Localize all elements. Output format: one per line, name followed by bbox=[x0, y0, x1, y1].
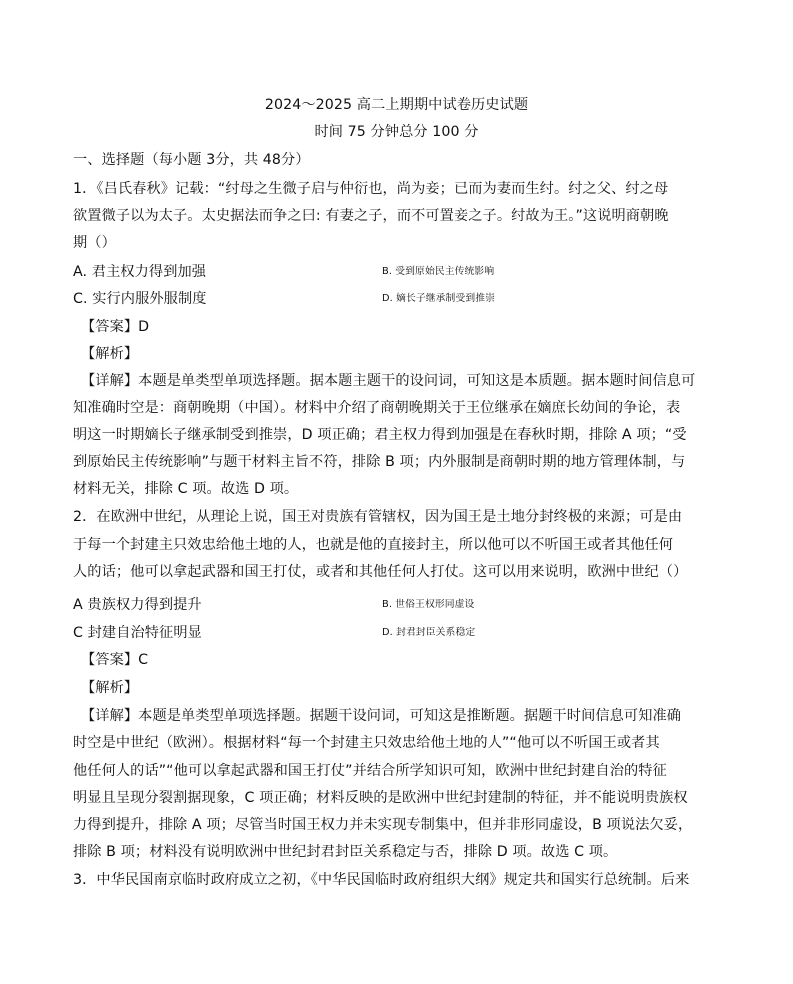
q1-option-b: B. 受到原始民主传统影响 bbox=[382, 266, 495, 277]
q1-option-a: A. 君主权力得到加强 bbox=[73, 264, 207, 280]
q2-detail-line-2: 时空是中世纪（欧洲）。根据材料“每一个封建主只效忠给他土地的人”“他可以不听国王或者其 bbox=[73, 735, 660, 751]
q2-detail-line-4: 明显且呈现分裂割据现象，C 项正确；材料反映的是欧洲中世纪封建制的特征，并不能说明贵族权 bbox=[73, 790, 688, 806]
q2-detail-line-1: 【详解】本题是单类型单项选择题。据题干设问词，可知这是推断题。据题干时间信息可知准确 bbox=[81, 708, 682, 724]
exam-subtitle: 时间 75 分钟总分 100 分 bbox=[314, 124, 479, 140]
q2-detail-line-6: 排除 B 项；材料没有说明欧洲中世纪封君封臣关系稳定与否，排除 D 项。故选 C 项。 bbox=[73, 844, 618, 860]
q1-detail-line-3: 明这一时期嫡长子继承制受到推崇，D 项正确；君主权力得到加强是在春秋时期，排除 A 项；“受 bbox=[73, 427, 687, 443]
q2-stem-line-2: 于每一个封建主只效忠给他土地的人，也就是他的直接封主，所以他可以不听国王或者其他任何 bbox=[73, 537, 674, 553]
q2-option-d: D. 封君封臣关系稳定 bbox=[382, 627, 476, 638]
q1-detail-line-4: 到原始民主传统影响”与题干材料主旨不符，排除 B 项；内外服制是商朝时期的地方管理体制，与 bbox=[73, 454, 686, 470]
q1-detail-line-2: 知准确时空是：商朝晚期（中国）。材料中介绍了商朝晚期关于王位继承在嫡庶长幼间的争论，表 bbox=[73, 400, 681, 416]
q2-option-a: A 贵族权力得到提升 bbox=[73, 597, 202, 613]
q1-stem-line-2: 欲置微子以为太子。太史据法而争之曰: 有妻之子，而不可置妾之子。纣故为王。”这说明商朝晚 bbox=[73, 208, 669, 224]
q2-answer: 【答案】C bbox=[81, 652, 149, 668]
q2-detail-line-3: 他任何人的话”“他可以拿起武器和国王打仗”并结合所学知识可知，欧洲中世纪封建自治的特征 bbox=[73, 763, 667, 779]
q3-stem-line-1: 3．中华民国南京临时政府成立之初，《中华民国临时政府组织大纲》规定共和国实行总统制。后来 bbox=[73, 872, 690, 888]
q1-detail-line-5: 材料无关，排除 C 项。故选 D 项。 bbox=[73, 481, 299, 497]
q1-option-d: D. 嫡长子继承制受到推崇 bbox=[382, 293, 496, 304]
q1-answer: 【答案】D bbox=[81, 319, 150, 335]
q2-stem-line-1: 2．在欧洲中世纪，从理论上说，国王对贵族有管辖权，因为国王是土地分封终极的来源；可是由 bbox=[73, 509, 683, 525]
exam-title: 2024～2025 高二上期期中试卷历史试题 bbox=[264, 97, 529, 113]
q2-option-b: B. 世俗王权形同虚设 bbox=[382, 599, 475, 610]
q1-stem-line-3: 期（） bbox=[73, 235, 116, 251]
q2-analysis-label: 【解析】 bbox=[81, 680, 139, 696]
q1-option-c: C. 实行内服外服制度 bbox=[73, 291, 207, 307]
q2-option-c: C 封建自治特征明显 bbox=[73, 625, 202, 641]
q2-stem-line-3: 人的话；他可以拿起武器和国王打仗，或者和其他任何人打仗。这可以用来说明，欧洲中世纪（） bbox=[73, 564, 688, 580]
q1-stem-line-1: 1．《吕氏春秋》记载：“纣母之生微子启与仲衍也，尚为妾；已而为妻而生纣。纣之父、纣之母 bbox=[73, 181, 669, 197]
q2-detail-line-5: 力得到提升，排除 A 项；尽管当时国王权力并未实现专制集中，但并非形同虚设，B 项说法欠妥， bbox=[73, 817, 693, 833]
q1-detail-line-1: 【详解】本题是单类型单项选择题。据本题主题干的设问词，可知这是本质题。据本题时间信息可 bbox=[81, 373, 696, 389]
section-heading: 一、选择题（每小题 3分，共 48分） bbox=[73, 152, 310, 168]
q1-analysis-label: 【解析】 bbox=[81, 346, 139, 362]
